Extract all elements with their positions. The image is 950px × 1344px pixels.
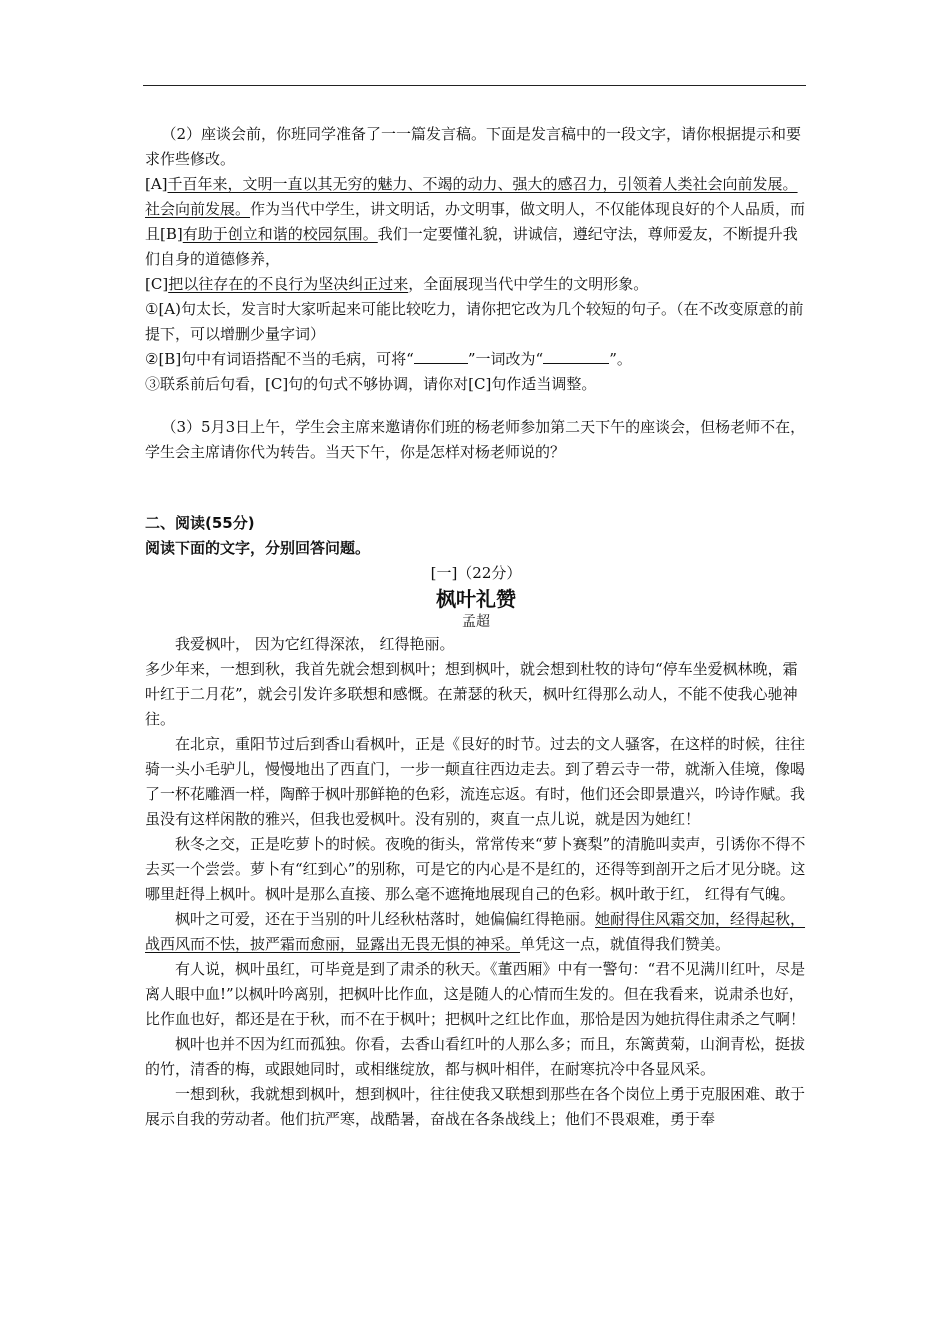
sentence-c: 把以往存在的不良行为坚决纠正过来 (168, 275, 409, 293)
subsection-label: [一]（22分） (430, 564, 522, 582)
article-author: 孟超 (462, 614, 490, 630)
passage-middle-2: 我们一定要懂礼貌，讲诚信，遵纪守法，尊师爱友，不断提升我们自身的道德修养， (145, 225, 798, 268)
article-paragraph (145, 907, 807, 957)
passage-middle-1: 作为当代中学生，讲文明话，办文明事，做文明人，不仅能体现良好的个人品质，而且 (145, 200, 806, 243)
article-paragraph: 在北京，重阳节过后到香山看枫叶，正是《艮好的时节。过去的文人骚客，在这样的时候，往往骑一头小毛驴儿，慢慢地出了西直门，一步一颠直往西边走去。到了碧云寺一带，就渐入佳境，像喝了一杯花雕酒一样，陶醉于枫叶那鲜艳的色彩，流连忘返。有时，他们还会即景遣兴，吟诗作赋。我虽没有这样闲散的雅兴，但我也爱枫叶。没有别的，爽直一点儿说，就是因为她红！ (145, 735, 806, 828)
label-a: [A] (145, 175, 168, 193)
paragraph-5-underlined: 她耐得住风霜交加，经得起秋，战西风而不怯，披严霜而愈丽，显露出无畏无惧的神采。 (145, 910, 806, 953)
label-b: [B] (160, 225, 183, 243)
sentence-b: 有助于创立和谐的校园氛围。 (182, 225, 378, 243)
sub-question-2-text-c: ”。 (609, 350, 632, 368)
article-paragraph: 有人说，枫叶虽红，可毕竟是到了肃杀的秋天。《董西厢》中有一警句：“君不见满川红叶，尽是离人眼中血!”以枫叶吟离别，把枫叶比作血，这是随人的心情而生发的。但在我看来，说肃杀也好，比作血也好，都还是在于秋，而不在于枫叶；把枫叶之红比作血，那恰是因为她抗得住肃杀之气啊！ (145, 960, 806, 1028)
sub-question-1: ①[A)句太长，发言时大家听起来可能比较吃力，请你把它改为几个较短的句子。（在不改变原意的前提下，可以增删少量字词） (145, 300, 804, 343)
article-paragraph: 多少年来，一想到秋，我首先就会想到枫叶；想到枫叶，就会想到杜牧的诗句“停车坐爱枫林晚，霜叶红于二月花”，就会引发许多联想和感慨。在萧瑟的秋天，枫叶红得那么动人，不能不使我心驰神往。 (145, 660, 798, 728)
section-instruction: 阅读下面的文字，分别回答问题。 (145, 539, 371, 557)
sub-question-2-text-b: ”一词改为“ (467, 350, 544, 368)
sub-question-3: ③联系前后句看，[C]句的句式不够协调，请你对[C]句作适当调整。 (145, 375, 597, 393)
answer-blank-2[interactable] (543, 349, 609, 364)
section-heading: 二、阅读(55分) (145, 514, 255, 532)
article-paragraph: 枫叶也并不因为红而孤独。你看，去香山看红叶的人那么多；而且，东篱黄菊，山涧青松，挺拔的竹，清香的梅，或跟她同时，或相继绽放，都与枫叶相伴，在耐寒抗冷中各显风采。 (145, 1035, 806, 1078)
top-divider (143, 85, 806, 86)
speech-passage (145, 172, 807, 272)
paragraph-5-text-a: 枫叶之可爱，还在于当别的叶儿经秋枯落时，她偏偏红得艳丽。 (175, 910, 596, 928)
document-body (145, 122, 807, 1132)
question-3: （3）5月3日上午，学生会主席来邀请你们班的杨老师参加第二天下午的座谈会，但杨老师不在，学生会主席请你代为转告。当天下午，你是怎样对杨老师说的？ (145, 418, 806, 461)
article-paragraph: 我爱枫叶， 因为它红得深浓， 红得艳丽。 (175, 635, 455, 653)
answer-blank-1[interactable] (414, 349, 468, 364)
speech-passage-end (145, 272, 807, 297)
article-paragraph: 一想到秋，我就想到枫叶，想到枫叶，往往使我又联想到那些在各个岗位上勇于克服困难、敢于展示自我的劳动者。他们抗严寒，战酷暑，奋战在各条战线上；他们不畏艰难，勇于奉 (145, 1085, 806, 1128)
paragraph-5-text-b: 单凭这一点，就值得我们赞美。 (520, 935, 731, 953)
label-c: [C] (145, 275, 169, 293)
sentence-a: 千百年来，文明一直以其无穷的魅力、不竭的动力、强大的感召力，引领着人类社会向前发展。社会向前发展。 (145, 175, 798, 218)
article-title: 枫叶礼赞 (436, 587, 516, 611)
question-2-intro: （2）座谈会前，你班同学准备了一一篇发言稿。下面是发言稿中的一段文字，请你根据提示和要求作些修改。 (145, 125, 802, 168)
article-paragraph: 秋冬之交，正是吃萝卜的时候。夜晚的街头，常常传来“萝卜赛梨”的清脆叫卖声，引诱你不得不去买一个尝尝。萝卜有“红到心”的别称，可是它的内心是不是红的，还得等到剖开之后才见分晓。这哪里赶得上枫叶。枫叶是那么直接、那么毫不遮掩地展现自己的色彩。枫叶敢于红， 红得有气魄。 (145, 835, 806, 903)
sub-question-2-text-a: ②[B]句中有词语搭配不当的毛病，可将“ (145, 350, 414, 368)
passage-end: ，全面展现当代中学生的文明形象。 (408, 275, 649, 293)
sub-question-2 (145, 347, 807, 372)
